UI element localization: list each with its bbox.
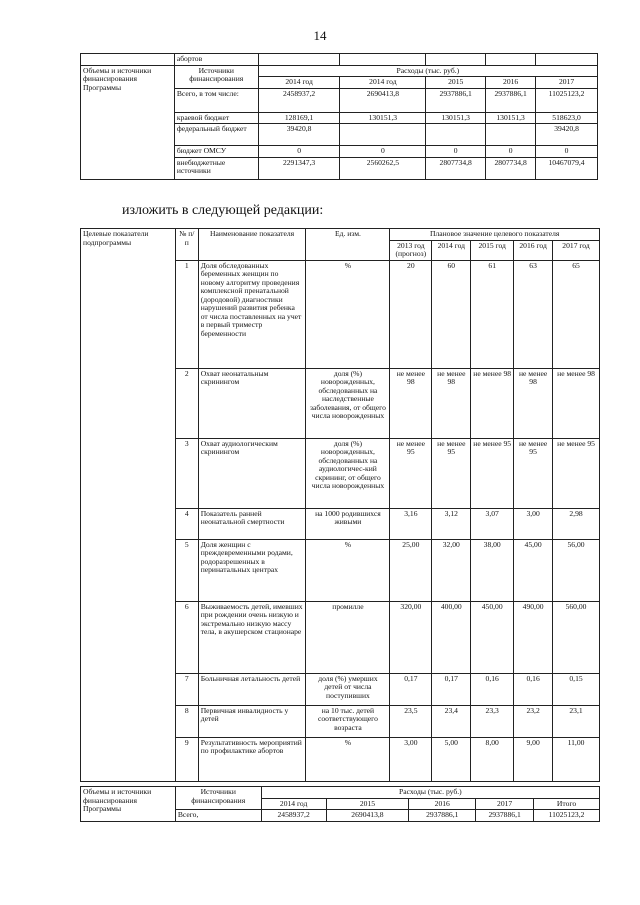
value-cell: 11025123,2 — [534, 810, 600, 822]
financing-table-new — [80, 786, 600, 822]
plan-value: 0,17 — [432, 673, 471, 705]
year-cell: 2016 — [486, 77, 536, 89]
source-name: краевой бюджет — [174, 112, 258, 124]
financing-label: Объемы и источники финансирования Программы — [81, 65, 175, 179]
plan-value: 3,00 — [390, 737, 432, 781]
indicator-unit: % — [306, 737, 390, 781]
indicator-unit: на 10 тыс. детей соответствующего возраста — [306, 705, 390, 737]
plan-value: 8,00 — [471, 737, 514, 781]
plan-value: 9,00 — [514, 737, 553, 781]
plan-value: 560,00 — [553, 601, 600, 673]
value-cell: 2937886,1 — [409, 810, 476, 822]
expenses-header: Расходы (тыс. руб.) — [261, 787, 599, 799]
plan-value: 23,4 — [432, 705, 471, 737]
plan-value: 25,00 — [390, 539, 432, 601]
page-number: 14 — [313, 28, 327, 43]
expenses-header: Расходы (тыс. руб.) — [258, 65, 597, 77]
plan-value: 23,1 — [553, 705, 600, 737]
source-name: бюджет ОМСУ — [174, 146, 258, 158]
indicator-unit: промилле — [306, 601, 390, 673]
indicator-name: Больничная летальность детей — [198, 673, 306, 705]
indicator-name: Доля женщин с преждевременными родами, родоразрешенных в перинатальных центрах — [198, 539, 306, 601]
value-cell: 2690413,8 — [340, 88, 426, 112]
value-cell: 518623,0 — [536, 112, 598, 124]
plan-value: 0,16 — [514, 673, 553, 705]
plan-value: 3,07 — [471, 508, 514, 539]
plan-value: 23,2 — [514, 705, 553, 737]
plan-value: 11,00 — [553, 737, 600, 781]
indicator-name: Первичная инвалидность у детей — [198, 705, 306, 737]
year-cell: 2016 — [409, 798, 476, 810]
year-cell: 2015 — [426, 77, 486, 89]
plan-value: 56,00 — [553, 539, 600, 601]
section-heading: изложить в следующей редакции: — [122, 203, 324, 218]
value-cell: 2807734,8 — [426, 157, 486, 179]
plan-value: не менее 95 — [471, 438, 514, 508]
plan-value: 0,16 — [471, 673, 514, 705]
row-number: 4 — [175, 508, 198, 539]
value-cell: 128169,1 — [258, 112, 340, 124]
source-name: федеральный бюджет — [174, 124, 258, 146]
value-cell: 10467079,4 — [536, 157, 598, 179]
plan-value: 60 — [432, 260, 471, 368]
indicator-name: Выживаемость детей, имевших при рождении очень низкую и экстремально низкую массу тела, в акушерском стационаре — [198, 601, 306, 673]
plan-value: 490,00 — [514, 601, 553, 673]
plan-value: 23,3 — [471, 705, 514, 737]
value-cell: 2690413,8 — [326, 810, 409, 822]
value-cell: 2458937,2 — [258, 88, 340, 112]
year-cell: 2014 год — [261, 798, 326, 810]
plan-value: 400,00 — [432, 601, 471, 673]
value-cell: 2560262,5 — [340, 157, 426, 179]
year-cell: 2017 — [536, 77, 598, 89]
value-cell: 0 — [258, 146, 340, 158]
plan-value: не менее 95 — [432, 438, 471, 508]
value-cell: 0 — [486, 146, 536, 158]
value-cell: 130151,3 — [486, 112, 536, 124]
financing-table-old — [80, 53, 598, 180]
plan-value: 3,12 — [432, 508, 471, 539]
plan-value: 65 — [553, 260, 600, 368]
row-number: 7 — [175, 673, 198, 705]
plan-value: 38,00 — [471, 539, 514, 601]
plan-value: не менее 98 — [514, 368, 553, 438]
row-number: 3 — [175, 438, 198, 508]
plan-value: 20 — [390, 260, 432, 368]
plan-value: 32,00 — [432, 539, 471, 601]
value-cell: 2291347,3 — [258, 157, 340, 179]
plan-value: 2,98 — [553, 508, 600, 539]
year-header: 2014 год — [432, 240, 471, 260]
value-cell: 0 — [340, 146, 426, 158]
year-header: 2013 год (прогноз) — [390, 240, 432, 260]
value-cell: 2807734,8 — [486, 157, 536, 179]
indicators-table — [80, 228, 600, 782]
indicator-unit: доля (%) умерших детей от числа поступивших — [306, 673, 390, 705]
sources-header: Источники финансирования — [175, 787, 261, 810]
value-cell: 0 — [536, 146, 598, 158]
row-number: 9 — [175, 737, 198, 781]
plan-value: 0,17 — [390, 673, 432, 705]
plan-value: 61 — [471, 260, 514, 368]
source-name: внебюджетные источники — [174, 157, 258, 179]
row-number: 1 — [175, 260, 198, 368]
row-number: 2 — [175, 368, 198, 438]
year-header: 2016 год — [514, 240, 553, 260]
indicator-name: Охват аудиологическим скринингом — [198, 438, 306, 508]
indicator-unit: на 1000 родившихся живыми — [306, 508, 390, 539]
plan-value: не менее 98 — [432, 368, 471, 438]
value-cell: 2937886,1 — [426, 88, 486, 112]
value-cell: 39420,8 — [536, 124, 598, 146]
plan-value: не менее 95 — [390, 438, 432, 508]
target-indicators-label: Целевые показатели подпрограммы — [81, 229, 176, 782]
plan-value: не менее 98 — [390, 368, 432, 438]
plan-value: 23,5 — [390, 705, 432, 737]
value-cell: 2937886,1 — [486, 88, 536, 112]
plan-value: 0,15 — [553, 673, 600, 705]
value-cell: 130151,3 — [340, 112, 426, 124]
sources-header: Источники финансирования — [174, 65, 258, 88]
col-number-header: № п/п — [175, 229, 198, 261]
indicator-name: Результативность мероприятий по профилактике абортов — [198, 737, 306, 781]
plan-value: 3,00 — [514, 508, 553, 539]
year-header: 2015 год — [471, 240, 514, 260]
plan-value: не менее 95 — [514, 438, 553, 508]
year-cell: Итого — [534, 798, 600, 810]
value-cell: 130151,3 — [426, 112, 486, 124]
plan-value: не менее 95 — [553, 438, 600, 508]
col-unit-header: Ед. изм. — [306, 229, 390, 261]
indicator-unit: доля (%) новорожденных, обследованных на наследственные заболевания, от общего числа новорожденных — [306, 368, 390, 438]
value-cell — [426, 124, 486, 146]
value-cell: 0 — [426, 146, 486, 158]
value-cell: 2458937,2 — [261, 810, 326, 822]
financing-label: Объемы и источники финансирования Программы — [81, 787, 176, 822]
indicator-name: Доля обследованных беременных женщин по новому алгоритму проведения комплексной пренатальной (дородовой) диагностики нарушений развития ребенка от числа поставленных на учет в первый триместр беременности — [198, 260, 306, 368]
plan-value: 63 — [514, 260, 553, 368]
col-plan-header: Плановое значение целевого показателя — [390, 229, 600, 241]
plan-value: 450,00 — [471, 601, 514, 673]
value-cell: 11025123,2 — [536, 88, 598, 112]
plan-value: не менее 98 — [553, 368, 600, 438]
indicator-name: Показатель ранней неонатальной смертности — [198, 508, 306, 539]
prev-row-tail: абортов — [174, 54, 258, 66]
year-cell: 2017 — [476, 798, 534, 810]
value-cell: 2937886,1 — [476, 810, 534, 822]
plan-value: 320,00 — [390, 601, 432, 673]
plan-value: не менее 98 — [471, 368, 514, 438]
year-header: 2017 год — [553, 240, 600, 260]
plan-value: 5,00 — [432, 737, 471, 781]
col-name-header: Наименование показателя — [198, 229, 306, 261]
indicator-unit: доля (%) новорожденных, обследованных на аудиологичес-кий скрининг, от общего числа новорожденных — [306, 438, 390, 508]
indicator-unit: % — [306, 539, 390, 601]
year-cell: 2015 — [326, 798, 409, 810]
year-cell: 2014 год — [340, 77, 426, 89]
row-number: 5 — [175, 539, 198, 601]
indicator-unit: % — [306, 260, 390, 368]
plan-value: 45,00 — [514, 539, 553, 601]
value-cell: 39420,8 — [258, 124, 340, 146]
source-name: Всего, в том числе: — [174, 88, 258, 112]
plan-value: 3,16 — [390, 508, 432, 539]
row-number: 6 — [175, 601, 198, 673]
value-cell — [340, 124, 426, 146]
value-cell — [486, 124, 536, 146]
source-name: Всего, — [175, 810, 261, 822]
row-number: 8 — [175, 705, 198, 737]
year-cell: 2014 год — [258, 77, 340, 89]
indicator-name: Охват неонатальным скринингом — [198, 368, 306, 438]
